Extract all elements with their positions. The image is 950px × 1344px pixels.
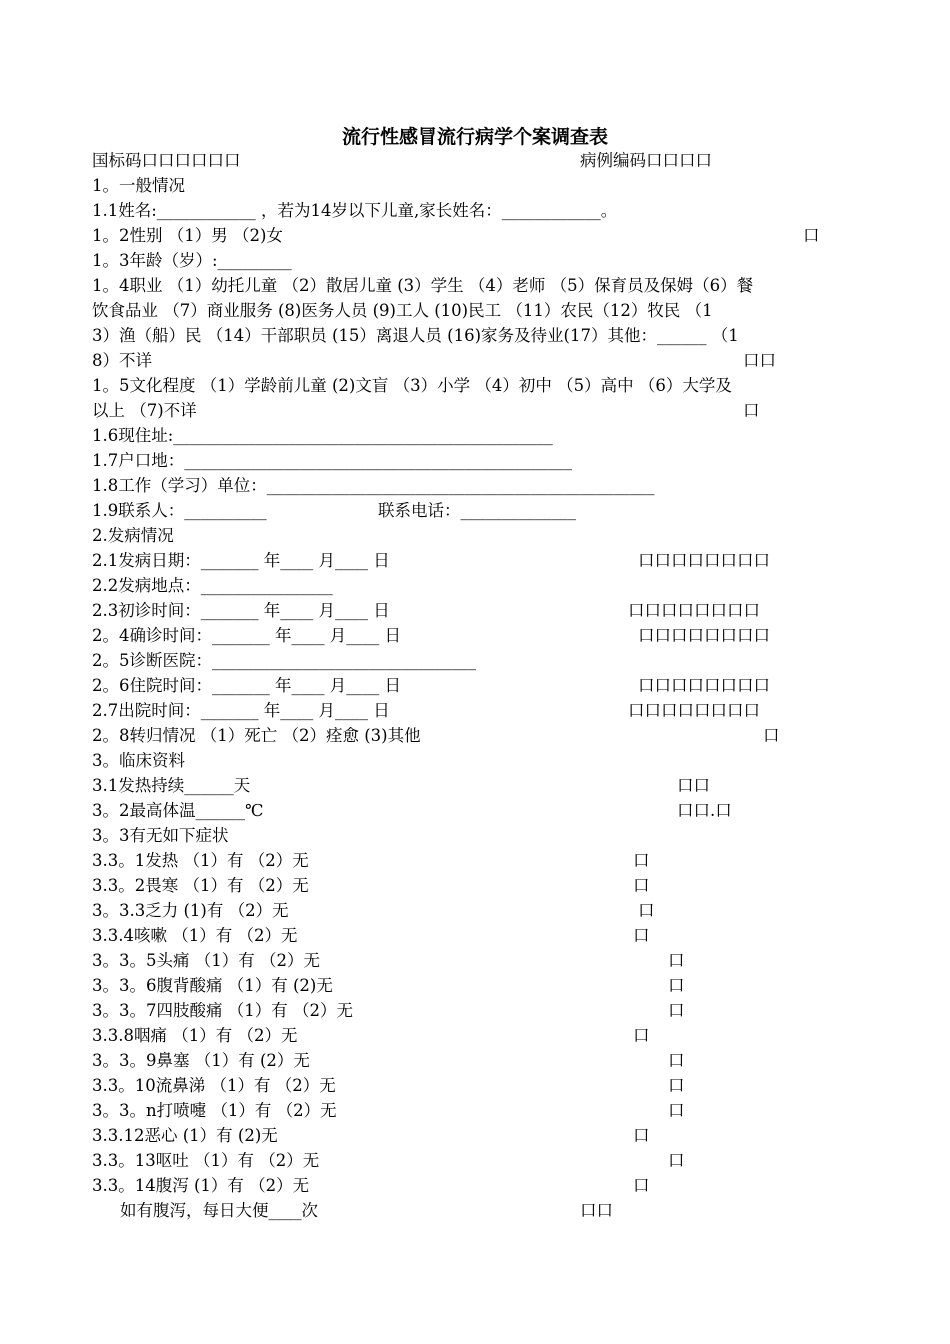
occupation-line-2: 饮食品业 （7）商业服务 (8)医务人员 (9)工人 (10)民工 （11）农民（12）牧民 （1 <box>92 301 713 320</box>
work-unit-field: 1.8工作（学习）单位：_______________________________________________ <box>92 476 655 495</box>
symptom-label: 3.3.8咽痛 （1）有 （2）无 <box>92 1026 298 1045</box>
symptom-checkbox: 口 <box>668 976 685 995</box>
outcome-field: 2。8转归情况 （1）死亡 （2）痊愈 (3)其他 <box>92 726 421 745</box>
first-visit-field: 2.3初诊时间：_______ 年____ 月____ 日 <box>92 601 390 620</box>
symptom-checkbox: 口 <box>668 951 685 970</box>
onset-place-field: 2.2发病地点：________________ <box>92 576 333 595</box>
hospital-field: 2。5诊断医院：________________________________ <box>92 651 476 670</box>
symptom-label: 3.3。10流鼻涕 （1）有 （2）无 <box>92 1076 336 1095</box>
admission-date-field: 2。6住院时间：_______ 年____ 月____ 日 <box>92 676 401 695</box>
contact-field: 1.9联系人：__________ <box>92 501 267 520</box>
education-line-1: 1。5文化程度 （1）学龄前儿童 (2)文盲 （3）小学 （4）初中 （5）高中 （6）大学及 <box>92 376 732 395</box>
sex-checkbox: 口 <box>803 226 820 245</box>
fever-days-field: 3.1发热持续______天 <box>92 776 251 795</box>
symptom-label: 3.3。14腹泻 (1）有 （2）无 <box>92 1176 310 1195</box>
symptom-checkbox: 口 <box>668 1151 685 1170</box>
occupation-checkbox: 口口 <box>743 351 776 370</box>
symptom-checkbox: 口 <box>633 876 650 895</box>
symptom-label: 3.3。2畏寒 （1）有 （2）无 <box>92 876 309 895</box>
symptoms-heading: 3。3有无如下症状 <box>92 826 229 845</box>
address-field: 1.6现住址:______________________________________________ <box>92 426 553 445</box>
section-3-heading: 3。临床资料 <box>92 751 185 770</box>
education-line-2: 以上 （7)不详 <box>92 401 197 420</box>
hukou-field: 1.7户口地：_______________________________________________ <box>92 451 572 470</box>
discharge-date-field: 2.7出院时间：_______ 年____ 月____ 日 <box>92 701 390 720</box>
symptom-checkbox: 口 <box>633 851 650 870</box>
section-1-heading: 1。一般情况 <box>92 176 185 195</box>
symptom-label: 3。3。5头痛 （1）有 （2）无 <box>92 951 320 970</box>
occupation-line-4: 8）不详 <box>92 351 152 370</box>
symptom-checkbox: 口 <box>633 1176 650 1195</box>
symptom-label: 3。3.3乏力 (1)有 （2）无 <box>92 901 289 920</box>
symptom-label: 3。3。7四肢酸痛 （1）有 （2）无 <box>92 1001 353 1020</box>
onset-date-field: 2.1发病日期：_______ 年____ 月____ 日 <box>92 551 390 570</box>
symptom-checkbox: 口 <box>668 1101 685 1120</box>
diarrhea-frequency-boxes: 口口 <box>580 1201 613 1220</box>
symptom-checkbox: 口 <box>668 1001 685 1020</box>
symptom-label: 3.3.12恶心 (1）有 (2)无 <box>92 1126 278 1145</box>
confirm-date-boxes: 口口口口口口口口 <box>638 626 770 645</box>
symptom-checkbox: 口 <box>633 1026 650 1045</box>
confirm-date-field: 2。4确诊时间：_______ 年____ 月____ 日 <box>92 626 401 645</box>
fever-days-boxes: 口口 <box>677 776 710 795</box>
sex-field: 1。2性别 （1）男 （2)女 <box>92 226 283 245</box>
symptom-checkbox: 口 <box>668 1076 685 1095</box>
form-title: 流行性感冒流行病学个案调查表 <box>341 126 608 148</box>
section-2-heading: 2.发病情况 <box>92 526 174 545</box>
symptom-label: 3.3.4咳嗽 （1）有 （2）无 <box>92 926 298 945</box>
symptom-checkbox: 口 <box>633 1126 650 1145</box>
symptom-label: 3.3。13呕吐 （1）有 （2）无 <box>92 1151 320 1170</box>
symptom-label: 3。3。n打喷嚏 （1）有 （2）无 <box>92 1101 337 1120</box>
max-temp-field: 3。2最高体温______℃ <box>92 801 264 820</box>
onset-date-boxes: 口口口口口口口口 <box>638 551 770 570</box>
symptom-checkbox: 口 <box>638 901 655 920</box>
occupation-line-1: 1。4职业 （1）幼托儿童 （2）散居儿童 (3）学生 （4）老师 （5）保育员及保姆（6）餐 <box>92 276 754 295</box>
symptom-label: 3。3。9鼻塞 （1）有 (2）无 <box>92 1051 310 1070</box>
phone-field: 联系电话：______________ <box>378 501 576 520</box>
name-field: 1.1姓名:____________ ，若为14岁以下儿童,家长姓名：____________。 <box>92 201 618 220</box>
diarrhea-frequency-field: 如有腹泻，每日大便____次 <box>120 1201 318 1220</box>
symptom-label: 3.3。1发热 （1）有 （2）无 <box>92 851 309 870</box>
discharge-date-boxes: 口口口口口口口口 <box>628 701 760 720</box>
occupation-line-3: 3）渔（船）民 （14）干部职员 (15）离退人员 (16)家务及待业(17）其他：______ （1 <box>92 326 739 345</box>
symptom-checkbox: 口 <box>633 926 650 945</box>
max-temp-boxes: 口口.口 <box>677 801 732 820</box>
symptom-label: 3。3。6腹背酸痛 （1）有 (2)无 <box>92 976 333 995</box>
symptom-checkbox: 口 <box>668 1051 685 1070</box>
admission-date-boxes: 口口口口口口口口 <box>638 676 770 695</box>
national-code: 国标码口口口口口口 <box>92 151 241 170</box>
outcome-checkbox: 口 <box>763 726 780 745</box>
education-checkbox: 口 <box>743 401 760 420</box>
age-field: 1。3年龄（岁）:_________ <box>92 251 292 270</box>
case-code: 病例编码口口口口 <box>580 151 712 170</box>
first-visit-boxes: 口口口口口口口口 <box>628 601 760 620</box>
